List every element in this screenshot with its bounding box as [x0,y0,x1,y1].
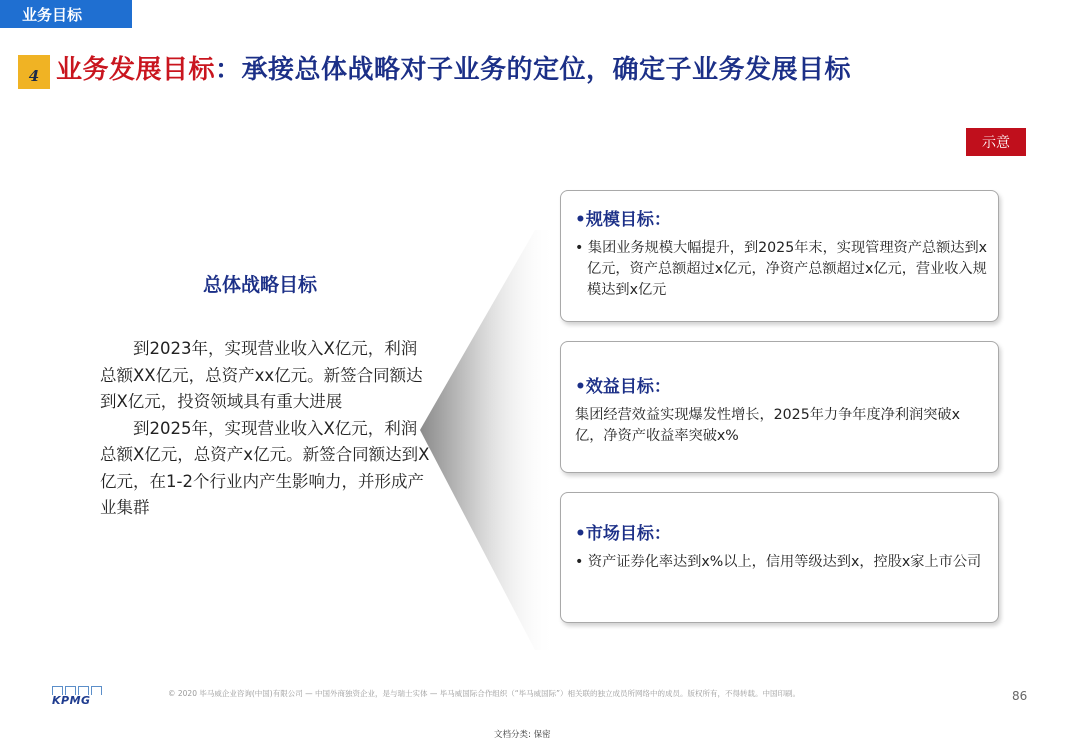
logo-wordmark: KPMG [52,694,91,707]
title-number-box: 4 [18,55,50,89]
title-highlight: 业务发展目标 [56,55,216,85]
benefit-goal-text: 集团经营效益实现爆发性增长，2025年力争年度净利润突破x亿，净资产收益率突破x% [575,407,961,444]
overall-goal-2023: 到2023年，实现营业收入X亿元，利润总额XX亿元，总资产xx亿元。新签合同额达到X亿元，投资领域具有重大进展 [100,339,423,411]
overall-goal-2025: 到2025年，实现营业收入X亿元，利润总额X亿元，总资产x亿元。新签合同额达到X亿元，在1-2个行业内产生影响力，并形成产业集群 [100,418,430,517]
page-title [56,50,851,90]
overall-goal-body [100,336,430,522]
page-number: 86 [1012,689,1028,703]
kpmg-logo [52,686,102,707]
illustrative-badge: 示意 [966,128,1026,156]
copyright-footer: © 2020 毕马威企业咨询(中国)有限公司 — 中国外商独资企业，是与瑞士实体 — 毕马威国际合作组织（“毕马威国际”）相关联的独立成员所网络中的成员。版权所有，不得转载。中国印刷。 [168,689,801,698]
overall-goal-heading: 总体战略目标 [202,274,317,296]
market-goal-heading: •市场目标： [575,524,671,544]
benefit-goal-card [560,341,999,473]
market-goal-text: • 资产证券化率达到x%以上，信用等级达到x，控股x家上市公司 [575,554,982,570]
title-rest: ：承接总体战略对子业务的定位，确定子业务发展目标 [215,55,852,85]
section-tag: 业务目标 [0,0,132,28]
scale-goal-text: • 集团业务规模大幅提升，到2025年末，实现管理资产总额达到x亿元，资产总额超过x亿元，净资产总额超过x亿元，营业收入规模达到x亿元 [575,240,988,298]
document-classification: 文档分类: 保密 [494,730,551,740]
benefit-goal-heading: •效益目标： [575,377,671,397]
scale-goal-heading: •规模目标： [575,210,671,230]
market-goal-card [560,492,999,623]
scale-goal-card [560,190,999,322]
connector-wedge [415,230,555,650]
